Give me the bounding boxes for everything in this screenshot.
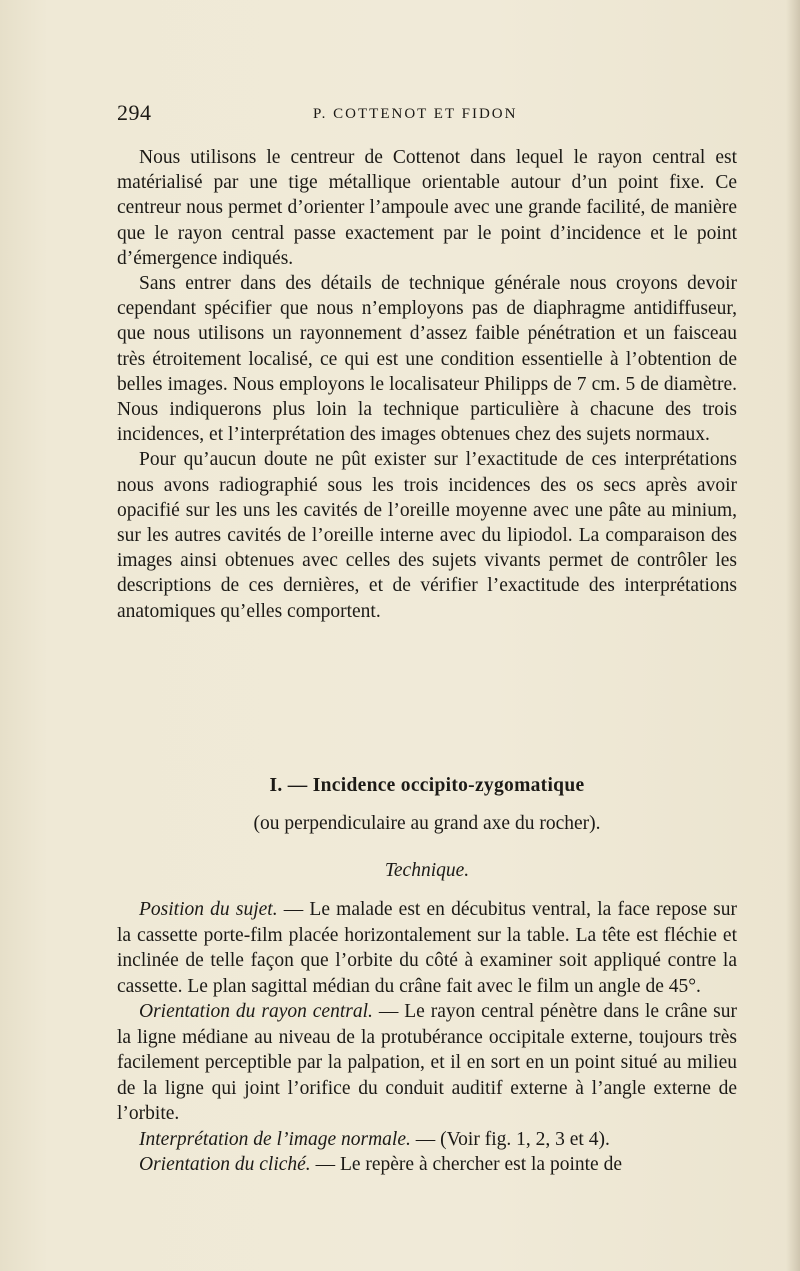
running-head: P. COTTENOT ET FIDON bbox=[313, 106, 518, 122]
paragraph: Pour qu’aucun doute ne pût exister sur l’exactitude de ces interprétations nous avons radiographié sous les trois incidences des os secs après avoir opacifié sur les uns les cavités de l’oreille moyenne avec une pâte au minium, sur les autres cavités de l’oreille interne avec du lipiodol. La comparaison des images ainsi obtenues avec celles des sujets vivants permet de contrôler les descriptions de ces dernières, et de vérifier l’exactitude des interprétations anatomiques qu’elles comportent. bbox=[117, 449, 737, 622]
paragraph: Sans entrer dans des détails de technique générale nous croyons devoir cependant spécifier que nous n’employons pas de diaphragme antidiffuseur, que nous utilisons un rayonnement d’assez faible pénétration et un faisceau très étroitement localisé, ce qui est une condition essentielle à l’obtention de belles images. Nous employons le localisateur Philipps de 7 cm. 5 de diamètre. Nous indiquerons plus loin la technique particulière à chacune des trois incidences, et l’interprétation des images obtenues chez des sujets normaux. bbox=[117, 273, 737, 446]
page-header bbox=[117, 100, 737, 130]
page-gutter-shadow bbox=[786, 0, 800, 1271]
technique-text bbox=[117, 897, 737, 1178]
paragraph: Nous utilisons le centreur de Cottenot dans lequel le rayon central est matérialisé par une tige métallique orientable autour d’un point fixe. Ce centreur nous permet d’orienter l’ampoule avec une grande facilité, de manière que le rayon central passe exactement par le point d’incidence et le point d’émergence indiqués. bbox=[117, 147, 737, 269]
paragraph-lead: Interprétation de l’image normale. bbox=[139, 1128, 411, 1150]
section-subtitle: (ou perpendiculaire au grand axe du rocher). bbox=[253, 813, 601, 834]
paragraph-lead: Orientation du cliché. bbox=[139, 1154, 311, 1175]
subsection-heading: Technique. bbox=[384, 860, 470, 881]
paragraph-body: — (Voir fig. 1, 2, 3 et 4). bbox=[410, 1128, 610, 1150]
section-title: I. — Incidence occipito-zygomatique bbox=[269, 775, 585, 796]
paragraph bbox=[117, 897, 737, 999]
paragraph bbox=[117, 1152, 737, 1178]
page-number: 294 bbox=[117, 100, 152, 125]
intro-text bbox=[117, 145, 737, 624]
paragraph-lead: Position du sujet. bbox=[139, 899, 278, 920]
paragraph bbox=[117, 999, 737, 1127]
paragraph-lead: Orientation du rayon central. bbox=[139, 1001, 373, 1022]
paragraph-body: — Le rayon central pénètre dans le crâne sur la ligne médiane au niveau de la protubérance occipitale externe, toujours très facilement perceptible par la palpation, et il en sort en un point situé au milieu de la ligne qui joint l’orifice du conduit auditif externe à l’angle externe de l’orbite. bbox=[117, 1001, 737, 1124]
paragraph-body: — Le malade est en décubitus ventral, la face repose sur la cassette porte-film placée horizontalement sur la table. La tête est fléchie et inclinée de telle façon que l’orbite du côté à examiner soit appliqué contre la cassette. Le plan sagittal médian du crâne fait avec le film un angle de 45°. bbox=[117, 899, 737, 997]
paragraph-body: — Le repère à chercher est la pointe de bbox=[310, 1154, 622, 1175]
paragraph bbox=[117, 1127, 737, 1153]
